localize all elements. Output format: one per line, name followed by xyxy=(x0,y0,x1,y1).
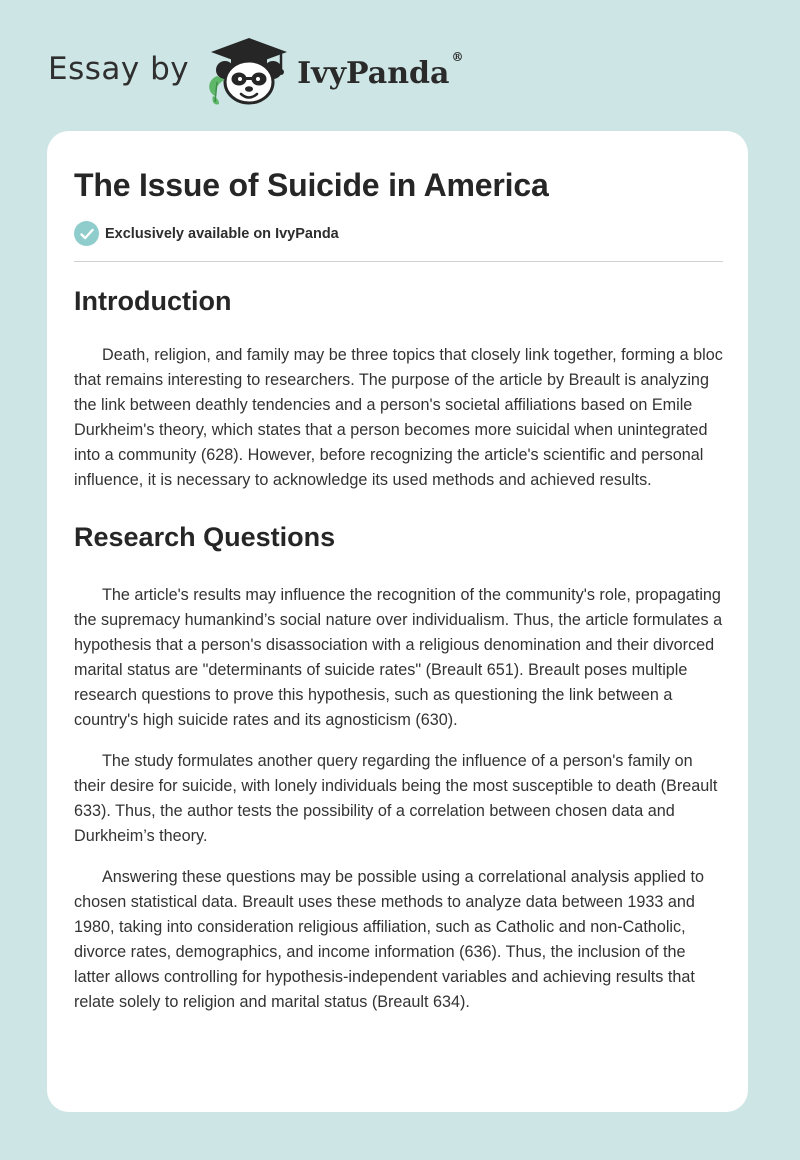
paragraph: Answering these questions may be possible using a correlational analysis applied to chosen statistical data. Breault uses these methods to analyze data between 1933 and 1980, taking into consideration religious affiliation, such as Catholic and non-Catholic, divorce rates, demographics, and income information (636). Thus, the inclusion of the latter allows controlling for hypothesis-independent variables and achieving results that relate solely to religion and marital status (Breault 634). xyxy=(74,868,704,1011)
section-heading-research-questions: Research Questions xyxy=(74,522,336,552)
article-body xyxy=(74,281,726,1015)
paragraph: The study formulates another query regarding the influence of a person's family on their desire for suicide, with lonely individuals being the most susceptible to death (Breault 633). Thus, the author tests the possibility of a correlation between chosen data and Durkheim’s theory. xyxy=(74,752,718,845)
divider xyxy=(74,261,723,262)
paragraph: Death, religion, and family may be three topics that closely link together, forming a bloc that remains interesting to researchers. The purpose of the article by Breault is analyzing the link between deathly tendencies and a person's societal affiliations based on Emile Durkheim's theory, which states that a person becomes more suicidal when unintegrated into a community (628). However, before recognizing the article's scientific and personal influence, it is necessary to acknowledge its used methods and achieved results. xyxy=(74,346,723,489)
check-icon xyxy=(74,221,99,246)
exclusive-badge xyxy=(74,221,339,246)
article-card xyxy=(47,131,748,1112)
page-title: The Issue of Suicide in America xyxy=(74,167,549,203)
section-heading-introduction: Introduction xyxy=(74,286,232,316)
paragraph: The article's results may influence the recognition of the community's role, propagating the supremacy humankind’s social nature over individualism. Thus, the article formulates a hypothesis that a person's disassociation with a religious denomination and their divorced marital status are "determinants of suicide rates" (Breault 651). Breault poses multiple research questions to prove this hypothesis, such as questioning the link between a country's high suicide rates and its agnosticism (630). xyxy=(74,586,723,729)
exclusive-label: Exclusively available on IvyPanda xyxy=(105,225,339,242)
site-header xyxy=(48,36,463,106)
panda-graduate-logo-icon[interactable] xyxy=(203,36,295,106)
brand-name[interactable]: IvyPanda ® xyxy=(297,49,464,91)
registered-mark: ® xyxy=(451,49,464,64)
essay-by-label: Essay by xyxy=(48,51,190,87)
